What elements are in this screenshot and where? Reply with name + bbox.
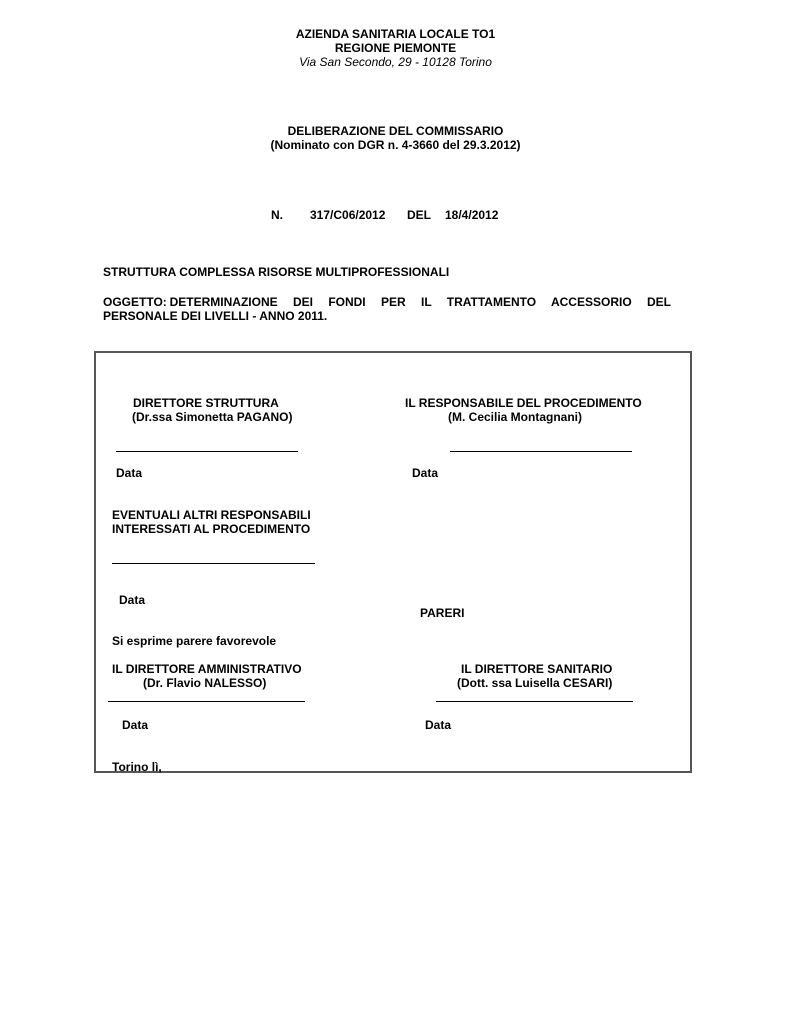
responsible-signature-line	[450, 451, 632, 452]
director-title: DIRETTORE STRUTTURA	[133, 396, 279, 410]
favorable-opinion: Si esprime parere favorevole	[112, 634, 277, 648]
org-name: AZIENDA SANITARIA LOCALE TO1	[295, 27, 496, 41]
admin-director-title: IL DIRETTORE AMMINISTRATIVO	[112, 662, 302, 676]
subject-line-1	[103, 295, 671, 309]
health-director-name: (Dott. ssa Luisella CESARI)	[457, 676, 613, 690]
others-date-label: Data	[119, 593, 146, 607]
health-signature-line	[436, 701, 633, 702]
others-title-line-1: EVENTUALI ALTRI RESPONSABILI	[112, 508, 311, 522]
structure-name: STRUTTURA COMPLESSA RISORSE MULTIPROFESSIONALI	[103, 265, 450, 279]
responsible-title: IL RESPONSABILE DEL PROCEDIMENTO	[405, 396, 642, 410]
subject-label: OGGETTO:	[103, 295, 167, 309]
admin-signature-line	[108, 701, 305, 702]
date-label: DEL	[407, 208, 431, 222]
subject-text: DETERMINAZIONE DEI FONDI PER IL TRATTAMENTO ACCESSORIO DEL	[169, 295, 671, 309]
admin-date-label: Data	[122, 718, 149, 732]
director-date-label: Data	[116, 466, 143, 480]
others-signature-line	[112, 563, 315, 564]
responsible-name: (M. Cecilia Montagnani)	[448, 410, 583, 424]
pareri-heading: PARERI	[420, 606, 465, 620]
number-label: N.	[271, 208, 283, 222]
region-name: REGIONE PIEMONTE	[334, 41, 457, 55]
deliberation-date: 18/4/2012	[445, 208, 499, 222]
responsible-date-label: Data	[412, 466, 439, 480]
subject-line-2: PERSONALE DEI LIVELLI - ANNO 2011.	[103, 309, 328, 323]
admin-director-name: (Dr. Flavio NALESSO)	[143, 676, 267, 690]
deliberation-number: 317/C06/2012	[310, 208, 386, 222]
others-title-line-2: INTERESSATI AL PROCEDIMENTO	[112, 522, 311, 536]
deliberation-title: DELIBERAZIONE DEL COMMISSARIO	[287, 124, 504, 138]
health-date-label: Data	[425, 718, 452, 732]
director-signature-line	[116, 451, 298, 452]
health-director-title: IL DIRETTORE SANITARIO	[461, 662, 613, 676]
deliberation-subtitle: (Nominato con DGR n. 4-3660 del 29.3.2012)	[270, 138, 521, 152]
director-name: (Dr.ssa Simonetta PAGANO)	[132, 410, 293, 424]
address: Via San Secondo, 29 - 10128 Torino	[299, 55, 492, 69]
place-date: Torino lì,	[112, 760, 162, 774]
